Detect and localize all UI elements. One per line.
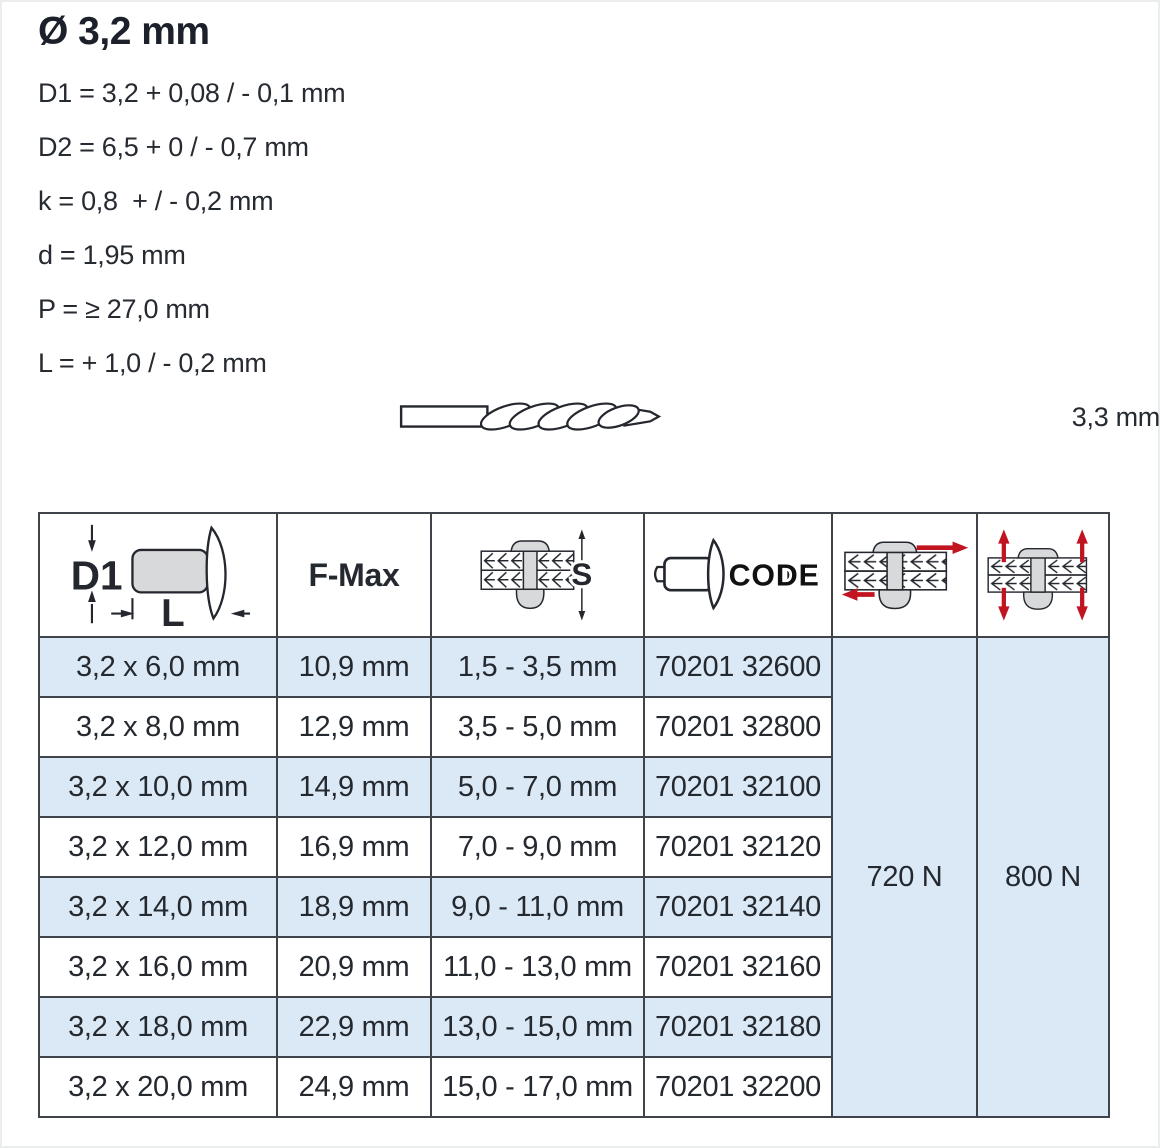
- spec-line-p: P = ≥ 27,0 mm: [38, 293, 210, 324]
- shear-strength-icon: [838, 529, 972, 621]
- cell-code: 70201 32200: [644, 1057, 832, 1117]
- rivet-spec-table: [38, 512, 1110, 1118]
- cell-size: 3,2 x 12,0 mm: [39, 817, 277, 877]
- header-code: [644, 513, 832, 637]
- cell-fmax: 24,9 mm: [277, 1057, 431, 1117]
- cell-code: 70201 32140: [644, 877, 832, 937]
- cell-fmax: 14,9 mm: [277, 757, 431, 817]
- drill-size-row: [38, 392, 1160, 442]
- cell-size: 3,2 x 18,0 mm: [39, 997, 277, 1057]
- cell-fmax: 20,9 mm: [277, 937, 431, 997]
- cell-size: 3,2 x 14,0 mm: [39, 877, 277, 937]
- cell-fmax: 16,9 mm: [277, 817, 431, 877]
- cell-grip-range: 3,5 - 5,0 mm: [431, 697, 644, 757]
- cell-grip-range: 13,0 - 15,0 mm: [431, 997, 644, 1057]
- shear-strength-value: 720 N: [832, 637, 977, 1117]
- tensile-strength-value: 800 N: [977, 637, 1109, 1117]
- cell-size: 3,2 x 10,0 mm: [39, 757, 277, 817]
- code-label: CODE: [728, 559, 820, 593]
- table-row: [39, 637, 1109, 697]
- rivet-dimension-icon: [59, 521, 257, 629]
- spec-line-k: k = 0,8 + / - 0,2 mm: [38, 185, 274, 216]
- cell-code: 70201 32160: [644, 937, 832, 997]
- cell-code: 70201 32120: [644, 817, 832, 877]
- cell-fmax: 18,9 mm: [277, 877, 431, 937]
- cell-size: 3,2 x 8,0 mm: [39, 697, 277, 757]
- spec-list: [38, 66, 1160, 390]
- fmax-header-label: F-Max: [308, 556, 400, 593]
- drill-bit-icon: [398, 394, 686, 440]
- cell-fmax: 10,9 mm: [277, 637, 431, 697]
- header-fmax: [277, 513, 431, 637]
- cell-size: 3,2 x 16,0 mm: [39, 937, 277, 997]
- cell-grip-range: 1,5 - 3,5 mm: [431, 637, 644, 697]
- drill-size-label: 3,3 mm: [1071, 401, 1160, 432]
- spec-line-d: d = 1,95 mm: [38, 239, 186, 270]
- cell-size: 3,2 x 6,0 mm: [39, 637, 277, 697]
- spec-line-l: L = + 1,0 / - 0,2 mm: [38, 347, 267, 378]
- cell-grip-range: 7,0 - 9,0 mm: [431, 817, 644, 877]
- cell-fmax: 22,9 mm: [277, 997, 431, 1057]
- s-grip-label: S: [570, 557, 592, 593]
- table-header-row: [39, 513, 1109, 637]
- d1-dimension-label: D1: [70, 552, 123, 599]
- rivet-code-icon: [650, 534, 826, 616]
- cell-code: 70201 32800: [644, 697, 832, 757]
- cell-code: 70201 32100: [644, 757, 832, 817]
- tensile-strength-icon: [982, 528, 1104, 622]
- header-shear-strength: [832, 513, 977, 637]
- spec-line-d1: D1 = 3,2 + 0,08 / - 0,1 mm: [38, 77, 346, 108]
- cell-fmax: 12,9 mm: [277, 697, 431, 757]
- cell-grip-range: 5,0 - 7,0 mm: [431, 757, 644, 817]
- cell-grip-range: 9,0 - 11,0 mm: [431, 877, 644, 937]
- cell-code: 70201 32180: [644, 997, 832, 1057]
- header-dimensions: [39, 513, 277, 637]
- spec-line-d2: D2 = 6,5 + 0 / - 0,7 mm: [38, 131, 309, 162]
- l-dimension-label: L: [161, 592, 185, 629]
- page-title: Ø 3,2 mm: [38, 10, 210, 53]
- cell-grip-range: 11,0 - 13,0 mm: [431, 937, 644, 997]
- cell-grip-range: 15,0 - 17,0 mm: [431, 1057, 644, 1117]
- cell-size: 3,2 x 20,0 mm: [39, 1057, 277, 1117]
- grip-range-icon: [452, 524, 624, 626]
- cell-code: 70201 32600: [644, 637, 832, 697]
- table-body: [39, 637, 1109, 1117]
- header-grip-range: [431, 513, 644, 637]
- header-tensile-strength: [977, 513, 1109, 637]
